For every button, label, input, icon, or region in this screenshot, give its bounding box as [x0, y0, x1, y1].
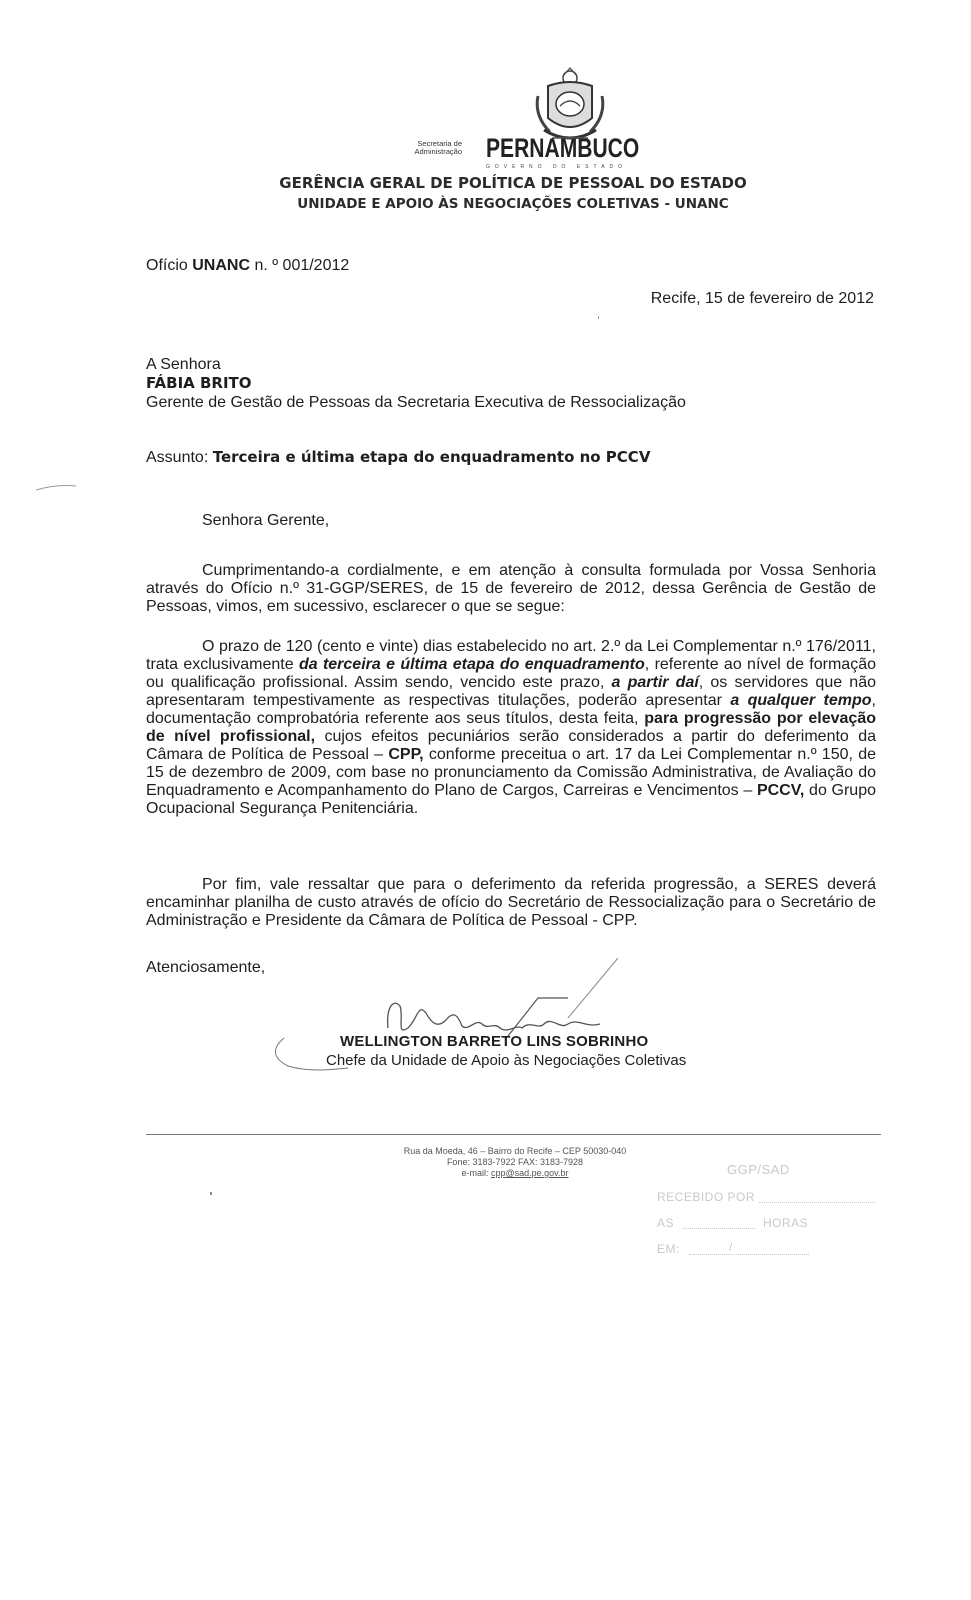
- paragraph-2-emphasis: da terceira e última etapa do enquadramento: [298, 656, 645, 673]
- secretaria-label-line-1: Secretaria de: [417, 139, 462, 148]
- signatory-role: Chefe da Unidade de Apoio às Negociações Coletivas: [326, 1052, 687, 1069]
- footer-divider: [146, 1134, 881, 1135]
- stamp-time-line: [683, 1228, 755, 1229]
- paragraph-2-emphasis: CPP,: [388, 746, 424, 763]
- recipient-name: FÁBIA BRITO: [146, 374, 252, 392]
- recipient-block: [146, 355, 686, 412]
- paragraph-2-emphasis: PCCV,: [756, 782, 805, 799]
- paragraph-2-text: , referente ao nível de formação ou qualificação profissional. Assim sendo, vencido este prazo,: [146, 656, 877, 691]
- body-paragraph-1: [146, 562, 876, 616]
- receipt-stamp: [655, 1160, 885, 1270]
- header-title-line-2: UNIDADE E APOIO ÀS NEGOCIAÇÕES COLETIVAS - UNANC: [297, 196, 729, 212]
- paragraph-2-emphasis: para progressão por elevação de nível profissional,: [146, 710, 876, 745]
- date-line: Recife, 15 de fevereiro de 2012: [650, 290, 874, 307]
- paragraph-2-text: conforme preceitua o art. 17 da Lei Complementar n.º 150, de 15 de dezembro de 2009, com base no pronunciamento da Comissão Administrativa, de Avaliação do Enquadramento e Acompanhamento do Plano de Cargos, Carreiras e Vencimentos –: [146, 746, 876, 799]
- scan-mark: [598, 316, 599, 319]
- body-paragraph-3: [146, 876, 876, 930]
- secretaria-label-line-2: Administração: [414, 147, 462, 156]
- footer-email-line: [350, 1168, 680, 1179]
- paragraph-2-text: O prazo de 120 (cento e vinte) dias estabelecido no art. 2.º da Lei Complementar n.º 176/2011, trata exclusivamente: [146, 638, 876, 673]
- margin-mark: [36, 484, 76, 492]
- paragraph-2-text: do Grupo Ocupacional Segurança Penitenciária.: [146, 782, 876, 817]
- paragraph-2-text: cujos efeitos pecuniários serão considerados a partir do deferimento da Câmara de Política de Pessoal –: [146, 728, 876, 763]
- signatory-name: WELLINGTON BARRETO LINS SOBRINHO: [340, 1033, 649, 1050]
- recipient-position: Gerente de Gestão de Pessoas da Secretaria Executiva de Ressocialização: [146, 394, 686, 411]
- paragraph-1-text: Cumprimentando-a cordialmente, e em atenção à consulta formulada por Vossa Senhoria através do Ofício n.º 31-GGP/SERES, de 15 de fevereiro de 2012, dessa Gerência de Gestão de Pessoas, vimos, em sucessivo, esclarecer o que se segue:: [146, 562, 876, 615]
- body-paragraph-2: [146, 638, 876, 818]
- reference-unit: UNANC: [192, 257, 251, 274]
- reference-number: n. º 001/2012: [250, 257, 350, 274]
- subject-label: Assunto:: [146, 449, 213, 466]
- stamp-on: EM:: [657, 1242, 680, 1256]
- subject-text: Terceira e última etapa do enquadramento no PCCV: [212, 448, 651, 466]
- state-subtitle: GOVERNO DO ESTADO: [486, 164, 628, 170]
- reference-prefix: Ofício: [146, 257, 193, 274]
- paragraph-2-emphasis: a qualquer tempo: [730, 692, 872, 709]
- scan-mark: [210, 1192, 212, 1195]
- stamp-at: AS: [657, 1216, 675, 1230]
- footer-address: Rua da Moeda, 46 – Bairro do Recife – CEP 50030-040: [403, 1146, 627, 1156]
- paragraph-2-emphasis: a partir daí: [611, 674, 699, 691]
- stamp-date-separator: /: [729, 1240, 733, 1254]
- state-name: PERNAMBUCO: [486, 133, 640, 163]
- footer-email-label: e-mail:: [461, 1168, 491, 1178]
- paragraph-2-text: , os servidores que não apresentaram tempestivamente as respectivas titulações, poderão apresentar: [146, 674, 876, 709]
- document-reference: [146, 257, 349, 274]
- closing: Atenciosamente,: [146, 959, 266, 976]
- stamp-date-line: [689, 1254, 809, 1255]
- greeting: Senhora Gerente,: [202, 512, 330, 529]
- header-title-line-1: GERÊNCIA GERAL DE POLÍTICA DE PESSOAL DO ESTADO: [279, 174, 747, 192]
- secretaria-label: [378, 140, 462, 156]
- footer-phone: Fone: 3183-7922 FAX: 3183-7928: [446, 1157, 584, 1167]
- paragraph-3-text: Por fim, vale ressaltar que para o deferimento da referida progressão, a SERES deverá encaminhar planilha de custo através de ofício do Secretário de Ressocialização para o Secretário de Administração e Presidente da Câmara de Política de Pessoal - CPP.: [146, 876, 876, 929]
- paragraph-2-text: , documentação comprobatória referente aos seus títulos, desta feita,: [146, 692, 876, 727]
- footer-email-link[interactable]: cpp@sad.pe.gov.br: [491, 1168, 569, 1178]
- stamp-received-by: RECEBIDO POR: [657, 1190, 756, 1204]
- subject-line: [146, 449, 650, 466]
- stamp-received-by-line: [759, 1202, 875, 1203]
- stamp-hours: HORAS: [763, 1216, 809, 1230]
- stamp-header: GGP/SAD: [727, 1162, 790, 1177]
- recipient-salutation: A Senhora: [146, 356, 221, 373]
